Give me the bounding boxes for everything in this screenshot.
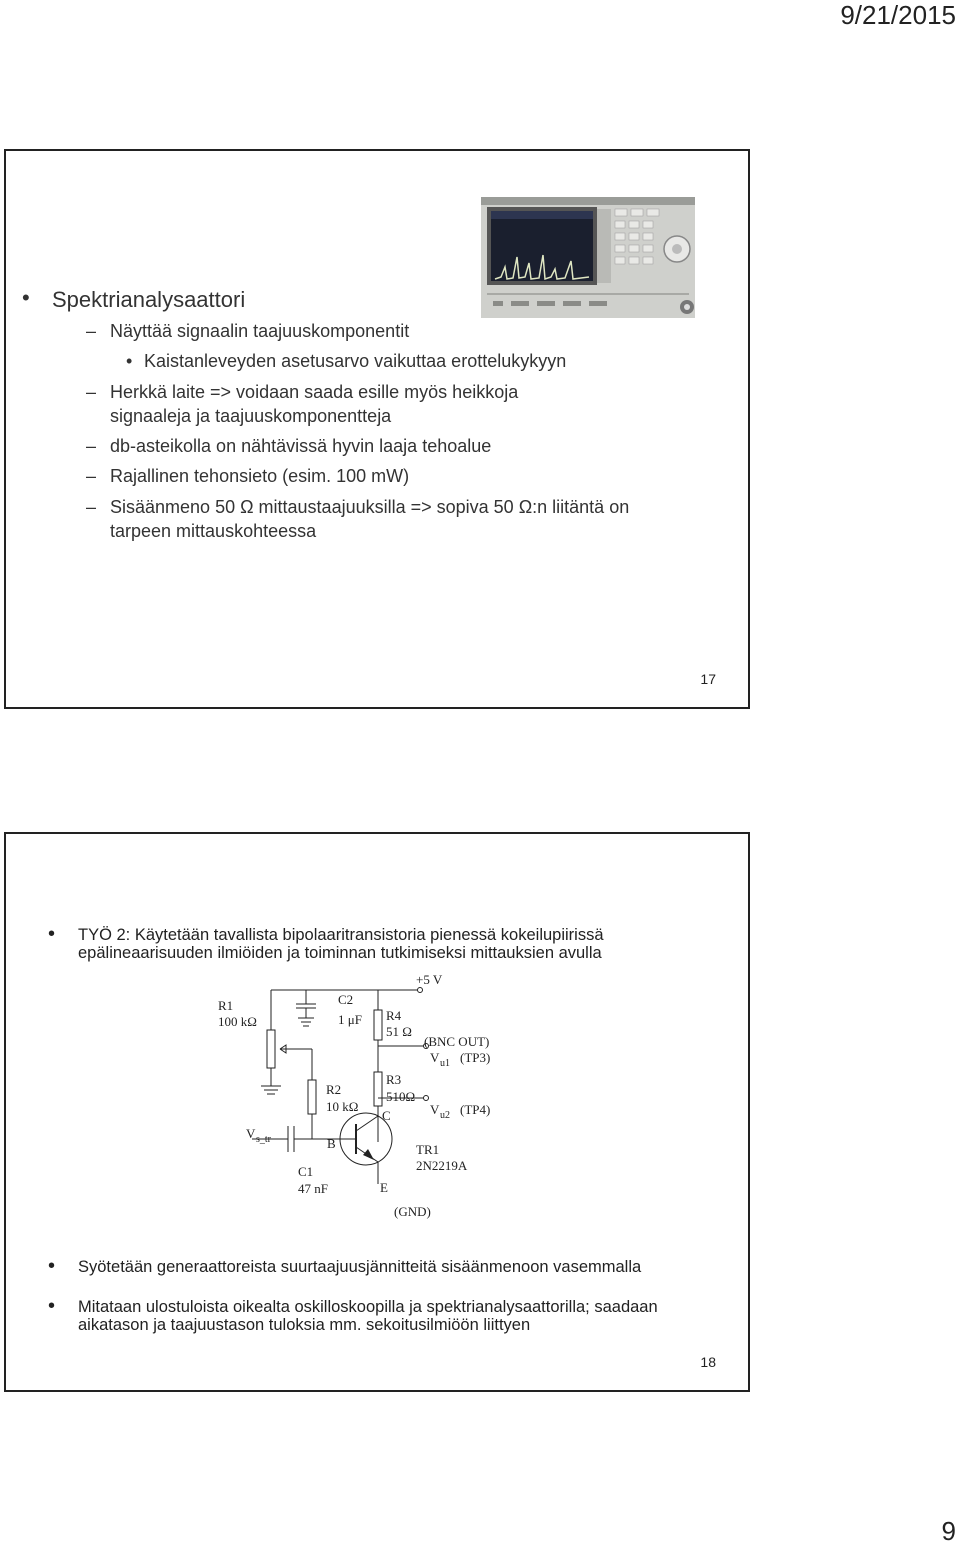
vstr-label: V — [246, 1126, 256, 1141]
r4-value: 51 Ω — [386, 1024, 412, 1039]
c1-label: C1 — [298, 1164, 314, 1179]
r2-value: 10 kΩ — [326, 1099, 359, 1114]
vcc-label: +5 V — [416, 974, 443, 987]
c2-label: C2 — [338, 992, 354, 1007]
emitter-label: E — [380, 1180, 388, 1195]
collector-label: C — [382, 1108, 391, 1123]
list-item: – Herkkä laite => voidaan saada esille myös heikkoja signaaleja ja taajuuskomponentteja — [110, 380, 600, 428]
spectrum-analyzer-photo — [481, 197, 695, 318]
slide-number: 18 — [700, 1354, 716, 1370]
gnd-label: (GND) — [394, 1204, 431, 1219]
tr1-type: 2N2219A — [416, 1158, 468, 1173]
r1-value: 100 kΩ — [218, 1014, 257, 1029]
r2-label: R2 — [326, 1082, 342, 1097]
list-item: – Näyttää signaalin taajuuskomponentit — [110, 319, 530, 343]
c2-value: 1 μF — [338, 1012, 362, 1027]
r4-label: R4 — [386, 1008, 402, 1023]
header-date: 9/21/2015 — [840, 0, 956, 30]
slide-18 — [4, 832, 750, 1392]
slide-17 — [4, 149, 750, 709]
list-item: – Rajallinen tehonsieto (esim. 100 mW) — [110, 464, 670, 488]
r1-label: R1 — [218, 998, 234, 1013]
tr1-label: TR1 — [416, 1142, 440, 1157]
bnc-out-label: (BNC OUT) — [424, 1034, 490, 1049]
list-item: – Sisäänmeno 50 Ω mittaustaajuuksilla => sopiva 50 Ω:n liitäntä on tarpeen mittauskohteessa — [110, 495, 650, 543]
transistor-circuit-diagram — [206, 974, 526, 1219]
c1-value: 47 nF — [298, 1181, 328, 1196]
vu2-label: V — [430, 1102, 440, 1117]
base-label: B — [327, 1136, 336, 1151]
sub-list-item: • Kaistanleveyden asetusarvo vaikuttaa erottelukykyyn — [144, 351, 664, 372]
slide-number: 17 — [700, 671, 716, 687]
bullet: • Mitataan ulostuloista oikealta oskilloskoopilla ja spektrianalysaattorilla; saadaan aikatason ja taajuustason tuloksia mm. sekoitusilmiöön liittyen — [78, 1298, 718, 1334]
vu1-subscript: u1 — [440, 1058, 450, 1069]
list-item: – db-asteikolla on nähtävissä hyvin laaja tehoalue — [110, 434, 670, 458]
tp4-label: (TP4) — [460, 1102, 491, 1117]
r3-label: R3 — [386, 1072, 402, 1087]
tp3-label: (TP3) — [460, 1050, 491, 1065]
vstr-subscript: s_tr — [256, 1134, 271, 1145]
vu2-subscript: u2 — [440, 1110, 450, 1121]
vu1-label: V — [430, 1050, 440, 1065]
intro-bullet: • TYÖ 2: Käytetään tavallista bipolaaritransistoria pienessä kokeilupiirissä epälineaarisuuden ilmiöiden ja toiminnan tutkimiseksi mittauksien avulla — [78, 926, 718, 962]
page-number: 9 — [941, 1516, 956, 1546]
r3-value: 510Ω — [386, 1089, 416, 1104]
bullet: • Syötetään generaattoreista suurtaajuusjännitteitä sisäänmenoon vasemmalla — [78, 1258, 718, 1276]
slide-title: • Spektrianalysaattori — [52, 287, 245, 313]
